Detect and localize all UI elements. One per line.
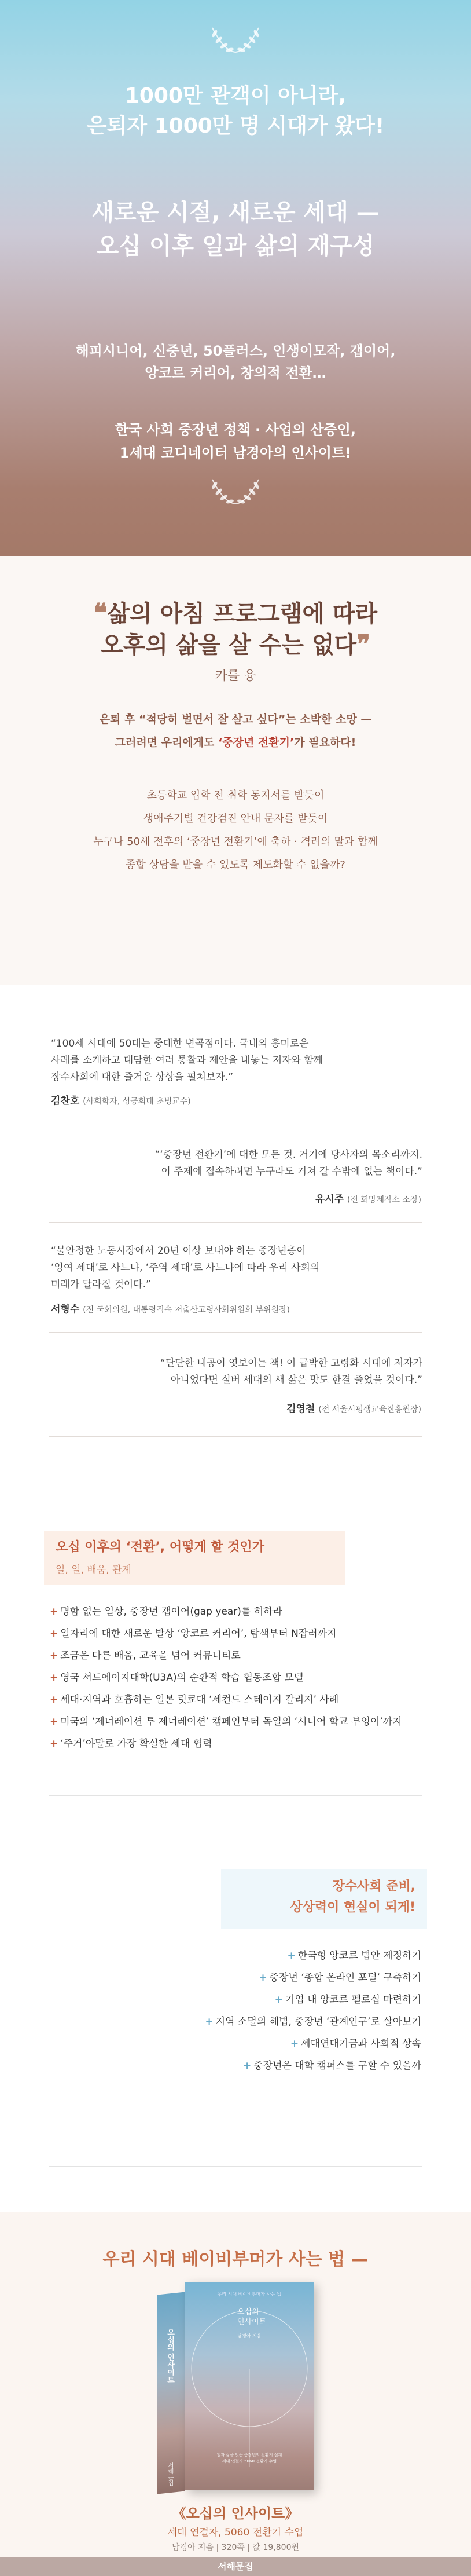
review-3-line2: ‘잉여 세대’로 사느냐, ‘주역 세대’로 사느냐에 따라 우리 사회의 [51, 1262, 320, 1274]
quote-line2-text: 오후의 삶을 살 수는 없다 [101, 631, 357, 658]
divider [49, 1332, 422, 1333]
themes-list1-item-label: 일자리에 대한 새로운 발상 ‘앙코르 커리어’, 탐색부터 N잡러까지 [60, 1628, 337, 1640]
quote-line2 [0, 627, 471, 660]
book-section [0, 2212, 471, 2576]
plus-icon: + [50, 1738, 58, 1750]
hero-tagline-line2: 은퇴자 1000만 명 시대가 왔다! [86, 114, 385, 138]
themes-title: 오십 이후의 ‘전환’, 어떻게 할 것인가 [56, 1540, 264, 1554]
book-cover-author: 남경아 지음 [237, 2333, 262, 2339]
hero-recommend-line1: 한국 사회 중장년 정책 · 사업의 산증인, [115, 422, 356, 438]
book-cover-title [237, 2307, 266, 2327]
themes-list2-item [287, 1948, 421, 1963]
review-3-text [51, 1243, 421, 1293]
hero-headline-line1: 새로운 시절, 새로운 세대 — [91, 199, 380, 226]
themes-list1-item-label: 미국의 ‘제너레이션 투 제너레이션’ 캠페인부터 독일의 ‘시니어 학교 부엉이’까지 [60, 1716, 402, 1728]
themes-list2-item-label: 중장년은 대학 캠퍼스를 구할 수 있을까 [253, 2060, 421, 2072]
themes-list2-item [290, 2036, 421, 2051]
themes-list1-item-label: 영국 서드에이지대학(U3A)의 순환적 학습 협동조합 모델 [60, 1672, 304, 1684]
book-name: 《오십의 인사이트》 [172, 2505, 299, 2522]
review-2-line1: “‘중장년 전환기’에 대한 모든 것. 거기에 당사자의 목소리까지. [154, 1149, 422, 1161]
quote-p1-emphasis: ‘중장년 전환기’ [218, 736, 295, 749]
review-4-text [87, 1355, 422, 1389]
book-cover-top-text: 우리 시대 베이비부머가 사는 법 [217, 2292, 282, 2297]
plus-icon: + [50, 1628, 58, 1640]
hero-keywords-line2: 앙코르 커리어, 창의적 전환… [145, 365, 326, 381]
plus-icon: + [50, 1716, 58, 1728]
themes-title2-line2: 상상력이 현실이 되게! [290, 1900, 415, 1915]
themes-list2-item-label: 중장년 ‘종합 온라인 포털’ 구축하기 [269, 1972, 421, 1984]
themes-list1-item [50, 1714, 402, 1729]
hero-section [0, 0, 471, 556]
themes-list2-item [205, 2014, 422, 2029]
quote-paragraph2-line4: 종합 상담을 받을 수 있도록 제도화할 수 없을까? [126, 859, 345, 871]
review-4-line2: 아니었다면 실버 세대의 새 삶은 맛도 한결 줄었을 것이다.” [170, 1374, 422, 1386]
plus-icon: + [259, 1972, 267, 1984]
themes-list2-item-label: 지역 소멸의 해법, 중장년 ‘관계인구’로 살아보기 [215, 2016, 421, 2028]
themes-list1-item-label: 세대·지역과 호흡하는 일본 릿쿄대 ‘세컨드 스테이지 칼리지’ 사례 [60, 1694, 339, 1706]
review-1-line1: “100세 시대에 50대는 중대한 변곡점이다. 국내외 흥미로운 [51, 1038, 309, 1049]
themes-list1-item-label: 명함 없는 일상, 중장년 갭이어(gap year)를 허하라 [60, 1606, 283, 1618]
themes-list2-item-label: 한국형 앙코르 법안 제정하기 [297, 1950, 421, 1962]
review-3-name: 서형수 [51, 1304, 80, 1315]
themes-title2-line1: 장수사회 준비, [332, 1879, 415, 1894]
quote-paragraph2-line1: 초등학교 입학 전 취학 통지서를 받듯이 [146, 789, 325, 802]
review-3-line1: “불안정한 노동시장에서 20년 이상 보내야 하는 중장년층이 [51, 1245, 306, 1257]
themes-list2-item-label: 세대연대기금과 사회적 상속 [301, 2038, 421, 2050]
divider [49, 1222, 422, 1223]
book-spine [157, 2292, 185, 2494]
review-3-role: (전 국회의원, 대통령직속 저출산고령사회위원회 부위원장) [83, 1305, 290, 1315]
book-cover-bottom-text [185, 2452, 314, 2465]
plus-icon: + [50, 1694, 58, 1706]
themes-list1-item [50, 1670, 303, 1685]
review-1-author [51, 1092, 191, 1107]
hero-tagline-line1: 1000만 관객이 아니라, [124, 84, 347, 108]
review-2-text [87, 1147, 422, 1180]
laurel-icon [201, 22, 270, 57]
hero-headline-line2: 오십 이후 일과 삶의 재구성 [96, 233, 375, 259]
close-quote-icon: ❞ [356, 630, 370, 659]
divider [49, 2166, 422, 2167]
themes-list1-item [50, 1626, 337, 1641]
quote-author: 카를 융 [215, 669, 256, 683]
review-4-name: 김영철 [286, 1403, 315, 1415]
review-4-author [286, 1400, 421, 1415]
book-cover-title-line2: 인사이트 [237, 2318, 267, 2326]
quote-line1-text: 삶의 아침 프로그램에 따라 [107, 600, 378, 627]
book-cover-image [157, 2282, 314, 2490]
themes-list2-item [259, 1970, 421, 1985]
quote-section [0, 556, 471, 985]
plus-icon: + [287, 1950, 296, 1962]
review-2-role: (전 희망제작소 소장) [347, 1195, 421, 1205]
plus-icon: + [242, 2060, 252, 2072]
book-spine-title: 오십의 인사이트 [165, 2328, 174, 2384]
quote-paragraph1-line1: 은퇴 후 “적당히 벌면서 잘 살고 싶다”는 소박한 소망 — [99, 713, 372, 726]
review-2-name: 유시주 [315, 1194, 344, 1205]
themes-list1-item-label: ‘주거’야말로 가장 확실한 세대 협력 [60, 1738, 212, 1750]
plus-icon: + [274, 1994, 283, 2006]
hero-keywords-line1: 해피시니어, 신중년, 50플러스, 인생이모작, 갭이어, [75, 343, 396, 359]
book-cover-bottom-line1: 일과 삶을 잇는 중장년의 전환기 설계 [216, 2453, 282, 2457]
plus-icon: + [50, 1650, 58, 1662]
plus-icon: + [50, 1672, 58, 1684]
themes-list1-item-label: 조금은 다른 배움, 교육을 넘어 커뮤니티로 [60, 1650, 241, 1662]
review-1-line2: 사례를 소개하고 대담한 여러 통찰과 제안을 내놓는 저자와 함께 [51, 1055, 323, 1066]
quote-line1 [0, 595, 471, 628]
themes-list2-item-label: 기업 내 앙코르 펠로십 마련하기 [285, 1994, 421, 2006]
book-cover-bottom-line2: 세대 연결자 5060 전환기 수업 [222, 2459, 277, 2464]
book-cover-title-line1: 오십의 [237, 2308, 259, 2317]
themes-list2-item [243, 2058, 421, 2073]
reviews-section [0, 985, 471, 1506]
quote-paragraph1-line2 [0, 734, 471, 751]
themes-list1-item [50, 1736, 212, 1751]
review-1-role: (사회학자, 성공회대 초빙교수) [83, 1097, 191, 1106]
plus-icon: + [290, 2038, 299, 2050]
review-3-author [51, 1301, 290, 1315]
review-1-text [51, 1035, 421, 1086]
publisher-logo: 서해문집 [0, 2557, 471, 2576]
plus-icon: + [50, 1606, 58, 1618]
quote-paragraph2-line2: 생애주기별 건강검진 안내 문자를 받듯이 [143, 813, 328, 825]
book-front-cover [185, 2282, 314, 2490]
themes-subtitle: 일, 일, 배움, 관계 [56, 1564, 131, 1576]
themes-list1-item [50, 1604, 282, 1619]
review-1-name: 김찬호 [51, 1095, 80, 1107]
review-2-author [315, 1191, 421, 1205]
themes-section [0, 1506, 471, 2212]
divider [49, 1795, 422, 1796]
plus-icon: + [205, 2016, 214, 2028]
quote-p1-pre: 그러려면 우리에게도 [115, 736, 219, 749]
review-2-line2: 이 주제에 접속하려면 누구라도 거쳐 갈 수밖에 없는 책이다.” [161, 1166, 422, 1177]
themes-list2-item [275, 1992, 421, 2007]
quote-paragraph2-line3: 누구나 50세 전후의 ‘중장년 전환기’에 축하 · 격려의 말과 함께 [93, 836, 378, 848]
quote-p1-post: 가 필요하다! [294, 736, 356, 749]
book-section-title: 우리 시대 베이비부머가 사는 법 — [102, 2249, 369, 2270]
book-subtitle: 세대 연결자, 5060 전환기 수업 [167, 2527, 304, 2538]
themes-list1-item [50, 1692, 338, 1707]
review-4-role: (전 서울시평생교육진흥원장) [318, 1405, 421, 1414]
laurel-icon [201, 474, 270, 508]
open-quote-icon: ❝ [93, 598, 108, 628]
review-1-line3: 장수사회에 대한 즐거운 상상을 펼쳐보자.” [51, 1071, 233, 1083]
review-3-line3: 미래가 달라질 것이다.” [51, 1279, 151, 1290]
hero-recommend-line2: 1세대 코디네이터 남경아의 인사이트! [119, 445, 352, 461]
themes-list1-item [50, 1648, 241, 1663]
book-info: 남경아 지음 | 320쪽 | 값 19,800원 [171, 2543, 300, 2552]
divider [49, 1436, 422, 1437]
book-spine-publisher: 서해문집 [167, 2462, 173, 2486]
review-4-line1: “단단한 내공이 엿보이는 책! 이 급박한 고령화 시대에 저자가 [160, 1357, 422, 1369]
